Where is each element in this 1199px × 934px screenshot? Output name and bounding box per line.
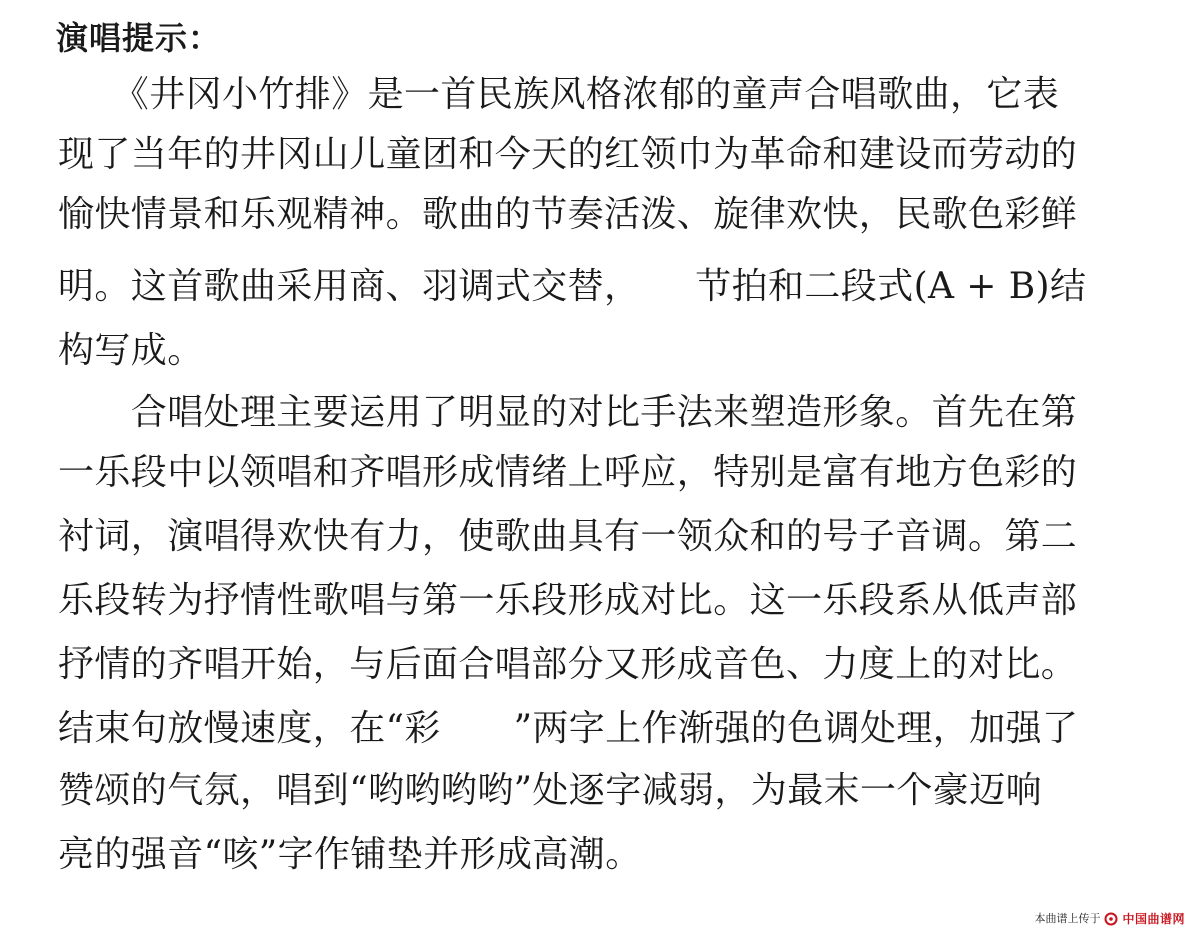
text-line-13: 亮的强音“咳”字作铺垫并形成高潮。 <box>58 834 642 875</box>
text-line-5: 构写成。 <box>58 330 204 371</box>
text-line-3: 愉快情景和乐观精神。歌曲的节奏活泼、旋律欢快，民歌色彩鲜 <box>58 194 1078 235</box>
text-line-9: 乐段转为抒情性歌唱与第一乐段形成对比。这一乐段系从低声部 <box>58 580 1078 621</box>
watermark-label: 本曲谱上传于 <box>1034 912 1101 925</box>
watermark-logo-text: 中国曲谱网 <box>1122 911 1185 926</box>
text-line-2: 现了当年的井冈山儿童团和今天的红领巾为革命和建设而劳动的 <box>58 134 1078 175</box>
text-line-11: 结束句放慢速度，在“彩 ”两字上作渐强的色调处理，加强了 <box>58 708 1079 749</box>
text-line-8: 衬词，演唱得欢快有力，使歌曲具有一领众和的号子音调。第二 <box>58 516 1078 557</box>
text-line-6: 合唱处理主要运用了明显的对比手法来塑造形象。首先在第 <box>58 392 1078 433</box>
text-line-7: 一乐段中以领唱和齐唱形成情绪上呼应，特别是富有地方色彩的 <box>58 452 1078 493</box>
text-line-1: 《井冈小竹排》是一首民族风格浓郁的童声合唱歌曲，它表 <box>58 74 1060 115</box>
text-line-4: 明。这首歌曲采用商、羽调式交替， 节拍和二段式(A + B)结 <box>58 266 1087 307</box>
text-line-12: 赞颂的气氛，唱到“哟哟哟哟”处逐字减弱，为最末一个豪迈响 <box>58 770 1043 811</box>
logo-mark-icon <box>1104 911 1118 925</box>
section-heading: 演唱提示： <box>56 19 222 57</box>
site-watermark <box>1034 908 1185 928</box>
text-line-10: 抒情的齐唱开始，与后面合唱部分又形成音色、力度上的对比。 <box>58 644 1078 685</box>
